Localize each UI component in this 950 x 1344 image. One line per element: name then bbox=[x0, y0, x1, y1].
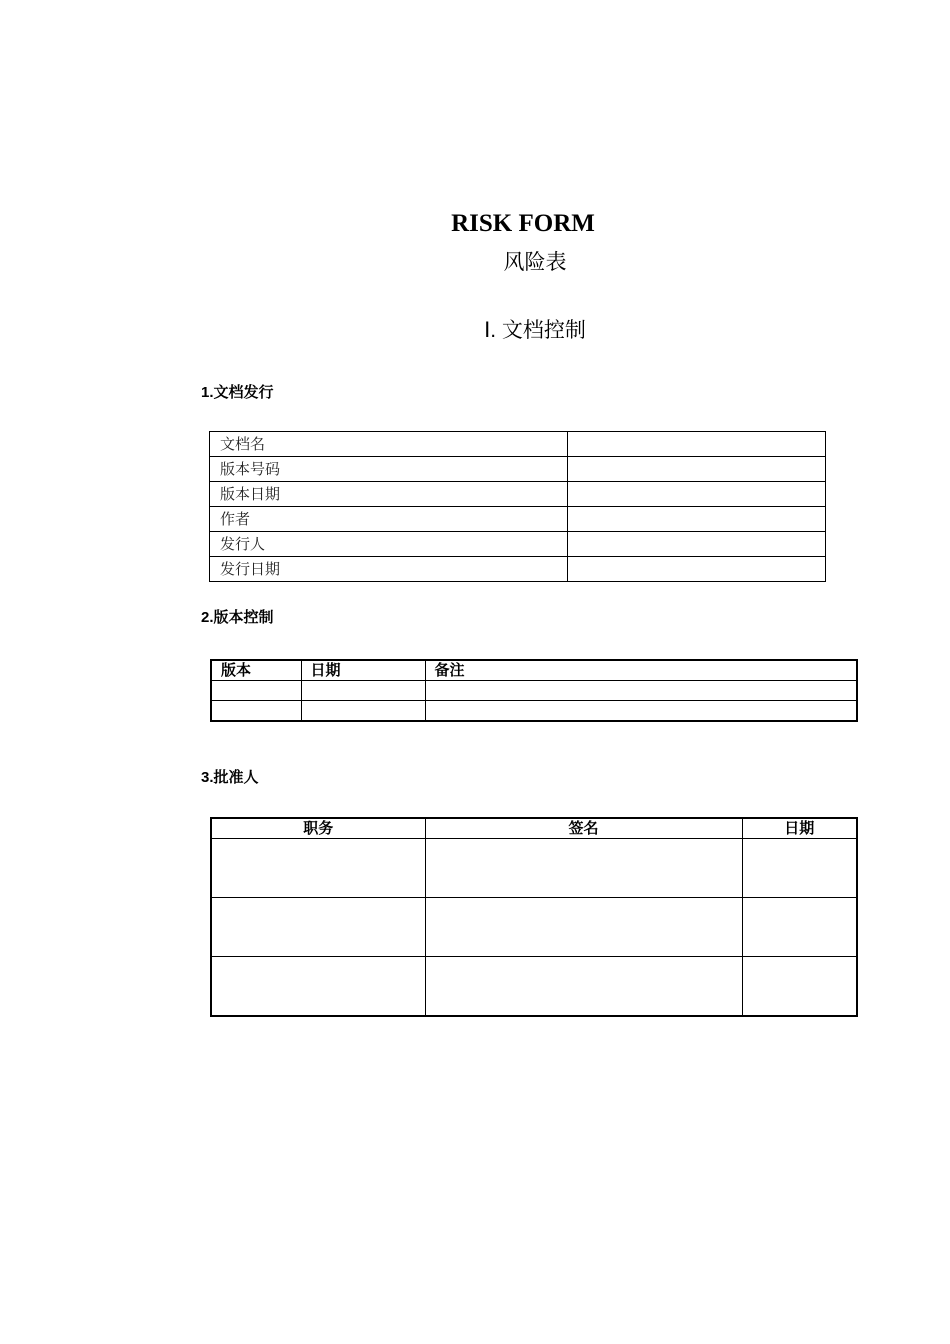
column-header-date: 日期 bbox=[742, 818, 857, 839]
approver-table bbox=[210, 817, 858, 1017]
version-cell[interactable] bbox=[211, 701, 301, 722]
table-row bbox=[211, 701, 857, 722]
column-header-date: 日期 bbox=[301, 660, 425, 681]
date-cell[interactable] bbox=[742, 898, 857, 957]
section3-heading: 3.批准人 bbox=[201, 769, 259, 786]
release-value-issuer[interactable] bbox=[568, 532, 826, 557]
table-row bbox=[211, 681, 857, 701]
signature-cell[interactable] bbox=[425, 839, 742, 898]
column-header-version: 版本 bbox=[211, 660, 301, 681]
position-cell[interactable] bbox=[211, 957, 425, 1017]
release-label-author: 作者 bbox=[210, 507, 568, 532]
document-release-table bbox=[209, 431, 826, 582]
section1-heading: 1.文档发行 bbox=[201, 384, 274, 401]
release-label-document-name: 文档名 bbox=[210, 432, 568, 457]
remarks-cell[interactable] bbox=[425, 681, 857, 701]
position-cell[interactable] bbox=[211, 898, 425, 957]
release-value-issue-date[interactable] bbox=[568, 557, 826, 582]
signature-cell[interactable] bbox=[425, 957, 742, 1017]
release-label-issue-date: 发行日期 bbox=[210, 557, 568, 582]
table-row bbox=[210, 532, 826, 557]
date-cell[interactable] bbox=[301, 681, 425, 701]
document-title-cn: 风险表 bbox=[503, 251, 567, 274]
table-row bbox=[211, 839, 857, 898]
table-row bbox=[210, 507, 826, 532]
column-header-position: 职务 bbox=[211, 818, 425, 839]
table-row bbox=[210, 557, 826, 582]
table-row bbox=[210, 432, 826, 457]
section2-heading: 2.版本控制 bbox=[201, 609, 274, 626]
table-header-row bbox=[211, 660, 857, 681]
table-header-row bbox=[211, 818, 857, 839]
release-label-version-date: 版本日期 bbox=[210, 482, 568, 507]
release-label-version-number: 版本号码 bbox=[210, 457, 568, 482]
date-cell[interactable] bbox=[742, 957, 857, 1017]
table-row bbox=[210, 457, 826, 482]
date-cell[interactable] bbox=[742, 839, 857, 898]
date-cell[interactable] bbox=[301, 701, 425, 722]
release-value-author[interactable] bbox=[568, 507, 826, 532]
document-title-en: RISK FORM bbox=[451, 210, 595, 237]
column-header-signature: 签名 bbox=[425, 818, 742, 839]
column-header-remarks: 备注 bbox=[425, 660, 857, 681]
version-control-table bbox=[210, 659, 858, 722]
release-value-version-date[interactable] bbox=[568, 482, 826, 507]
table-row bbox=[211, 957, 857, 1017]
section-heading-document-control: Ⅰ. 文档控制 bbox=[484, 319, 586, 342]
remarks-cell[interactable] bbox=[425, 701, 857, 722]
version-cell[interactable] bbox=[211, 681, 301, 701]
release-label-issuer: 发行人 bbox=[210, 532, 568, 557]
signature-cell[interactable] bbox=[425, 898, 742, 957]
release-value-document-name[interactable] bbox=[568, 432, 826, 457]
release-value-version-number[interactable] bbox=[568, 457, 826, 482]
position-cell[interactable] bbox=[211, 839, 425, 898]
table-row bbox=[210, 482, 826, 507]
table-row bbox=[211, 898, 857, 957]
